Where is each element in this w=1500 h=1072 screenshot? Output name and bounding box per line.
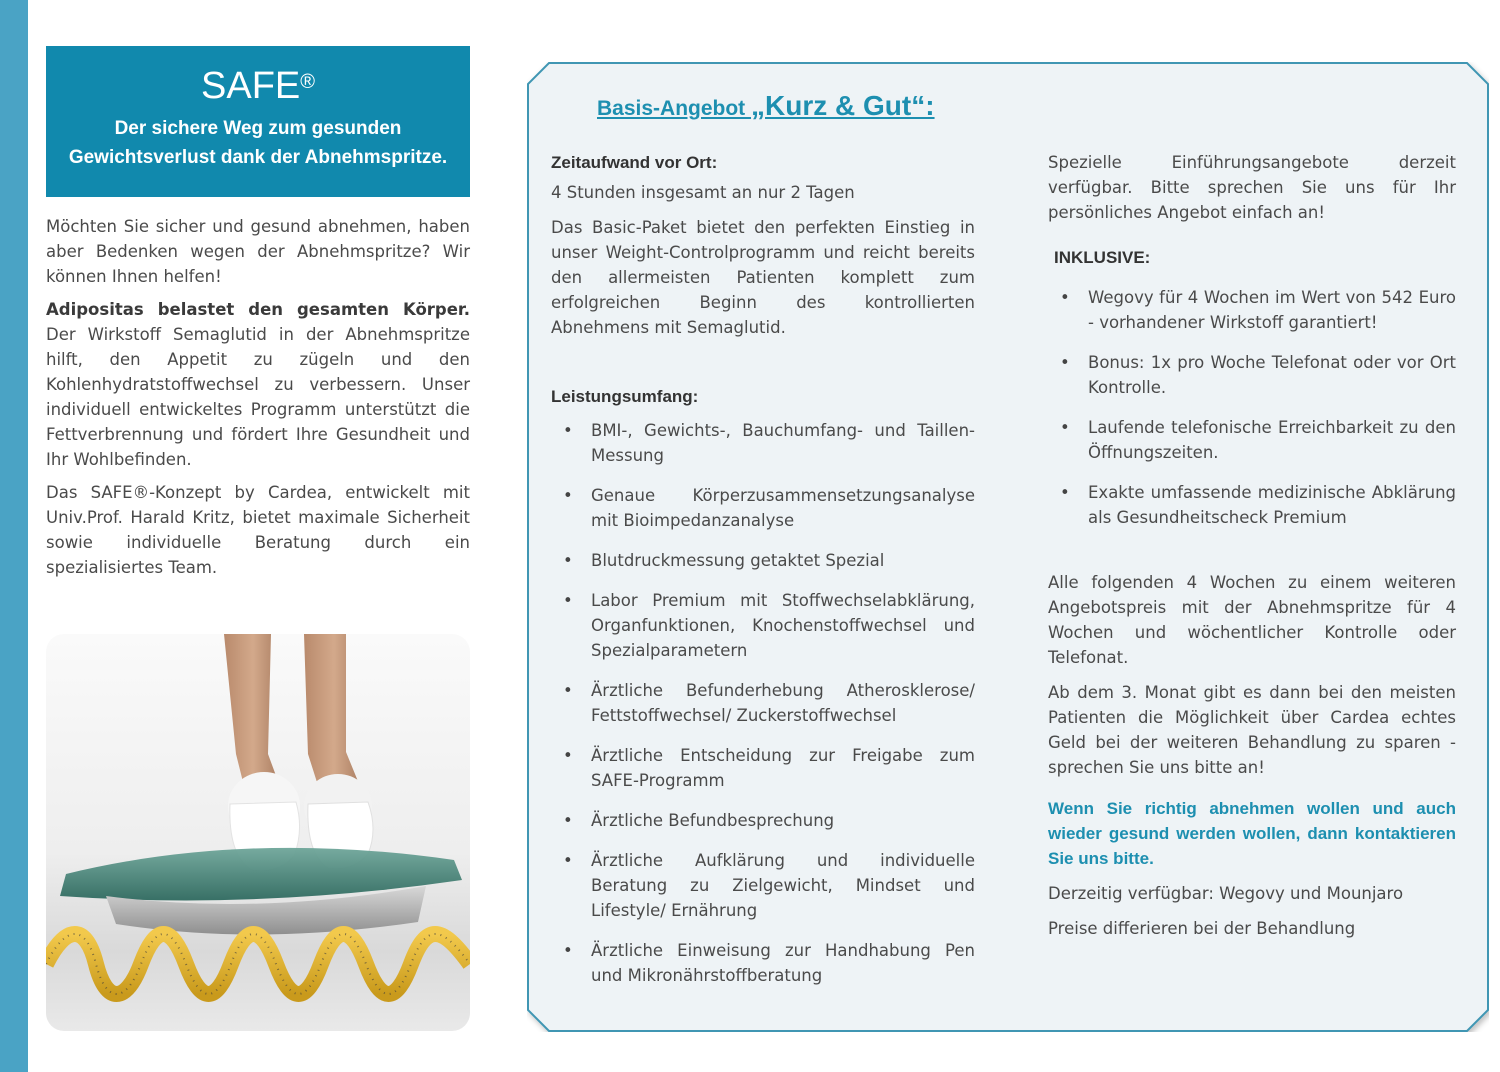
list-item: • Exakte umfassende medizinische Abklärung als Gesundheitscheck Premium: [1048, 480, 1456, 530]
side-accent-bar: [0, 0, 28, 1072]
offer-left-column: [551, 150, 975, 1003]
availability-text: Derzeitig verfügbar: Wegovy und Mounjaro: [1048, 884, 1404, 903]
offer-card: [527, 62, 1489, 1032]
followup-text: Alle folgenden 4 Wochen zu einem weiteren Angebotspreis mit der Abnehmspritze für 4 Wochen und wöchentlicher Kontrolle oder Telefonat.: [1048, 573, 1456, 667]
hero-title: SAFE®: [201, 65, 315, 107]
list-item: • Ärztliche Einweisung zur Handhabung Pen und Mikronährstoffberatung: [551, 938, 975, 988]
list-item: • Wegovy für 4 Wochen im Wert von 542 Euro - vorhandener Wirkstoff garantiert!: [1048, 285, 1456, 335]
month3-text: Ab dem 3. Monat gibt es dann bei den meisten Patienten die Möglichkeit über Cardea echtes Geld bei der weiteren Behandlung zu sparen - sprechen Sie uns bitte an!: [1048, 683, 1456, 777]
offer-title-name: „Kurz & Gut“:: [751, 90, 935, 121]
list-item: • Blutdruckmessung getaktet Spezial: [551, 548, 975, 573]
intro-paragraph-2: [46, 297, 470, 472]
services-list: [551, 418, 975, 988]
special-offer-text: Spezielle Einführungsangebote derzeit verfügbar. Bitte sprechen Sie uns für Ihr persönliches Angebot einfach an!: [1048, 153, 1456, 222]
intro-paragraph-3: Das SAFE®-Konzept by Cardea, entwickelt mit Univ.Prof. Harald Kritz, bietet maximale Sicherheit sowie individuelle Beratung durch ein spezialisiertes Team.: [46, 483, 470, 577]
registered-mark: ®: [300, 71, 315, 93]
hero-banner: [46, 46, 470, 197]
intro-paragraph-2-text: Der Wirkstoff Semaglutid in der Abnehmspritze hilft, den Appetit zu zügeln und den Kohlenhydratstoffwechsel zu verbessern. Unser individuell entwickeltes Programm unterstützt die Fettverbrennung und fördert Ihre Gesundheit und Ihr Wohlbefinden.: [46, 325, 470, 469]
list-item: • Laufende telefonische Erreichbarkeit zu den Öffnungszeiten.: [1048, 415, 1456, 465]
offer-right-column: [1048, 150, 1456, 941]
scale-feet-illustration: [46, 634, 470, 1031]
list-item: • Labor Premium mit Stoffwechselabklärung, Organfunktionen, Knochenstoffwechsel und Spezialparametern: [551, 588, 975, 663]
list-item: • Ärztliche Entscheidung zur Freigabe zum SAFE-Programm: [551, 743, 975, 793]
hero-subtitle-line-1: Der sichere Weg zum gesunden: [114, 118, 402, 139]
list-item: • Ärztliche Befunderhebung Atherosklerose/ Fettstoffwechsel/ Zuckerstoffwechsel: [551, 678, 975, 728]
time-heading: Zeitaufwand vor Ort:: [551, 153, 718, 172]
list-item: • Genaue Körperzusammensetzungsanalyse mit Bioimpedanzanalyse: [551, 483, 975, 533]
list-item: • Ärztliche Befundbesprechung: [551, 808, 975, 833]
intro-text: [46, 214, 470, 588]
services-heading: Leistungsumfang:: [551, 387, 699, 406]
prices-note: Preise differieren bei der Behandlung: [1048, 919, 1356, 938]
hero-subtitle: [46, 114, 470, 172]
offer-description: Das Basic-Paket bietet den perfekten Einstieg in unser Weight-Controlprogramm und reicht bereits den allermeisten Patienten komplett zum erfolgreichen Beginn des kontrollierten Abnehmens mit Semaglutid.: [551, 218, 975, 337]
hero-subtitle-line-2: Gewichtsverlust dank der Abnehmspritze.: [68, 147, 448, 168]
intro-paragraph-1: Möchten Sie sicher und gesund abnehmen, haben aber Bedenken wegen der Abnehmspritze? Wir können Ihnen helfen!: [46, 217, 470, 286]
list-item: • Ärztliche Aufklärung und individuelle Beratung zu Zielgewicht, Mindset und Lifestyle/ Ernährung: [551, 848, 975, 923]
intro-bold-lead: Adipositas belastet den gesamten Körper.: [46, 300, 470, 319]
list-item: • Bonus: 1x pro Woche Telefonat oder vor Ort Kontrolle.: [1048, 350, 1456, 400]
contact-cta: Wenn Sie richtig abnehmen wollen und auch wieder gesund werden wollen, dann kontaktieren Sie uns bitte.: [1048, 799, 1456, 868]
offer-title: [597, 90, 935, 122]
scale-photo: [46, 634, 470, 1031]
inclusive-list: [1048, 285, 1456, 530]
inclusive-heading: INKLUSIVE:: [1054, 248, 1151, 267]
time-value: 4 Stunden insgesamt an nur 2 Tagen: [551, 183, 855, 202]
offer-title-prefix: Basis-Angebot: [597, 97, 752, 120]
list-item: • BMI-, Gewichts-, Bauchumfang- und Taillen-Messung: [551, 418, 975, 468]
